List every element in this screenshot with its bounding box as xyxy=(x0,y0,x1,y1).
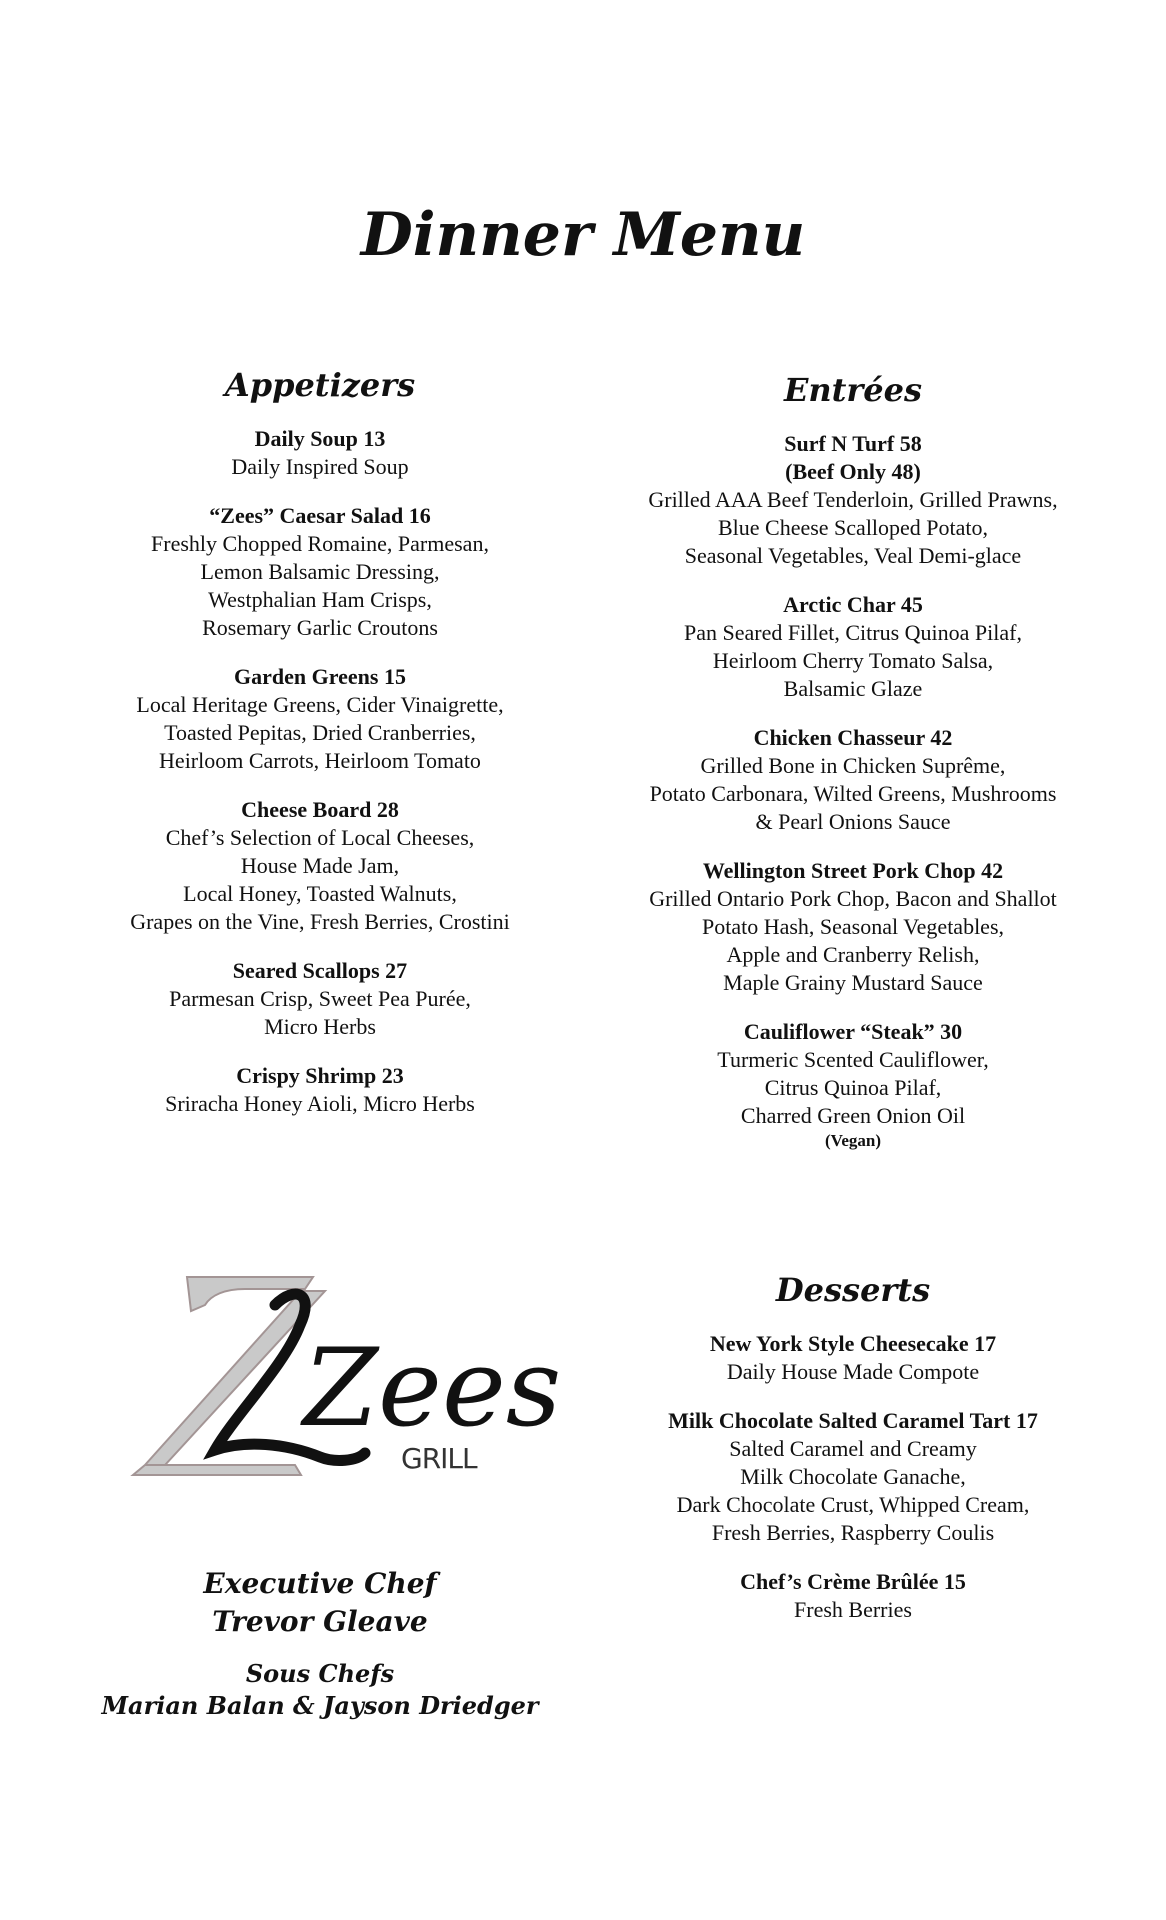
item-description-line: Freshly Chopped Romaine, Parmesan, xyxy=(151,531,489,556)
menu-item xyxy=(600,1568,1106,1624)
item-description-line: Heirloom Carrots, Heirloom Tomato xyxy=(159,748,481,773)
item-description-line: Milk Chocolate Ganache, xyxy=(740,1464,966,1489)
item-name: Daily Soup 13 xyxy=(254,426,386,451)
item-description-line: Grilled AAA Beef Tenderloin, Grilled Prawns, xyxy=(648,487,1058,512)
sous-chefs-names: Marian Balan & Jayson Driedger xyxy=(101,1691,539,1720)
item-description-line: Dark Chocolate Crust, Whipped Cream, xyxy=(676,1492,1030,1517)
desserts-list xyxy=(600,1330,1106,1624)
executive-chef-block xyxy=(60,1565,580,1641)
item-name: Garden Greens 15 xyxy=(234,664,406,689)
item-description-line: Balsamic Glaze xyxy=(783,676,923,701)
item-description-line: Daily House Made Compote xyxy=(726,1359,980,1384)
item-description-line: Apple and Cranberry Relish, xyxy=(726,942,980,967)
item-name: Wellington Street Pork Chop 42 xyxy=(702,858,1004,883)
item-note: (Vegan) xyxy=(824,1131,882,1150)
item-name: Crispy Shrimp 23 xyxy=(236,1063,404,1088)
item-description-line: Pan Seared Fillet, Citrus Quinoa Pilaf, xyxy=(684,620,1022,645)
item-name: Arctic Char 45 xyxy=(783,592,923,617)
menu-item xyxy=(600,1407,1106,1547)
menu-item xyxy=(600,724,1106,836)
item-name: Seared Scallops 27 xyxy=(232,958,408,983)
menu-item xyxy=(60,663,580,775)
item-description-line: Westphalian Ham Crisps, xyxy=(208,587,432,612)
item-description-line: Heirloom Cherry Tomato Salsa, xyxy=(712,648,994,673)
item-description-line: Local Heritage Greens, Cider Vinaigrette, xyxy=(136,692,504,717)
item-name: Chef’s Crème Brûlée 15 xyxy=(740,1569,966,1594)
item-description-line: Chef’s Selection of Local Cheeses, xyxy=(165,825,475,850)
page-title: Dinner Menu xyxy=(360,200,806,270)
item-name-secondary: (Beef Only 48) xyxy=(785,459,921,484)
item-description-line: Parmesan Crisp, Sweet Pea Purée, xyxy=(169,986,471,1011)
item-description-line: Charred Green Onion Oil xyxy=(740,1103,966,1128)
item-description-line: Fresh Berries xyxy=(794,1597,912,1622)
desserts-heading: Desserts xyxy=(775,1271,931,1309)
executive-chef-title: Executive Chef xyxy=(203,1567,437,1600)
item-description-line: Rosemary Garlic Croutons xyxy=(202,615,438,640)
entrees-list xyxy=(600,430,1106,1152)
item-description-line: House Made Jam, xyxy=(240,853,400,878)
appetizers-section xyxy=(60,365,580,1139)
item-description-line: Daily Inspired Soup xyxy=(231,454,409,479)
logo-sub: GRILL xyxy=(401,1442,477,1475)
menu-item xyxy=(600,857,1106,997)
desserts-section xyxy=(600,1270,1106,1645)
item-description-line: Potato Hash, Seasonal Vegetables, xyxy=(701,914,1005,939)
item-description-line: Lemon Balsamic Dressing, xyxy=(200,559,440,584)
item-description-line: Fresh Berries, Raspberry Coulis xyxy=(711,1520,995,1545)
item-description-line: Local Honey, Toasted Walnuts, xyxy=(183,881,457,906)
item-name: Cheese Board 28 xyxy=(241,797,399,822)
item-description-line: & Pearl Onions Sauce xyxy=(755,809,951,834)
menu-item xyxy=(60,502,580,642)
item-name: Milk Chocolate Salted Caramel Tart 17 xyxy=(668,1408,1038,1433)
menu-item xyxy=(600,591,1106,703)
item-description-line: Potato Carbonara, Wilted Greens, Mushrooms xyxy=(649,781,1057,806)
item-name: Chicken Chasseur 42 xyxy=(753,725,953,750)
menu-item xyxy=(60,796,580,936)
item-name: Surf N Turf 58 xyxy=(784,431,922,456)
menu-item xyxy=(600,430,1106,570)
item-name: New York Style Cheesecake 17 xyxy=(709,1331,997,1356)
zees-grill-logo xyxy=(125,1265,562,1495)
entrees-section xyxy=(600,370,1106,1173)
appetizers-heading: Appetizers xyxy=(224,366,416,404)
executive-chef-name: Trevor Gleave xyxy=(212,1605,428,1638)
item-description-line: Turmeric Scented Cauliflower, xyxy=(717,1047,989,1072)
item-description-line: Micro Herbs xyxy=(264,1014,376,1039)
item-description-line: Blue Cheese Scalloped Potato, xyxy=(717,515,989,540)
menu-item xyxy=(60,957,580,1041)
menu-item xyxy=(60,425,580,481)
item-description-line: Citrus Quinoa Pilaf, xyxy=(764,1075,942,1100)
sous-chefs-title: Sous Chefs xyxy=(245,1659,395,1688)
item-description-line: Salted Caramel and Creamy xyxy=(729,1436,977,1461)
item-description-line: Toasted Pepitas, Dried Cranberries, xyxy=(164,720,476,745)
appetizers-list xyxy=(60,425,580,1118)
menu-item xyxy=(60,1062,580,1118)
item-description-line: Maple Grainy Mustard Sauce xyxy=(723,970,983,995)
item-description-line: Grilled Bone in Chicken Suprême, xyxy=(700,753,1006,778)
logo-word: Zees xyxy=(303,1326,562,1451)
menu-item xyxy=(600,1330,1106,1386)
item-description-line: Grapes on the Vine, Fresh Berries, Crostini xyxy=(130,909,510,934)
entrees-heading: Entrées xyxy=(783,371,923,409)
sous-chefs-block xyxy=(60,1658,580,1722)
item-description-line: Seasonal Vegetables, Veal Demi-glace xyxy=(684,543,1022,568)
item-description-line: Sriracha Honey Aioli, Micro Herbs xyxy=(165,1091,475,1116)
menu-item xyxy=(600,1018,1106,1152)
item-name: “Zees” Caesar Salad 16 xyxy=(209,503,431,528)
item-name: Cauliflower “Steak” 30 xyxy=(743,1019,963,1044)
item-description-line: Grilled Ontario Pork Chop, Bacon and Shallot xyxy=(649,886,1057,911)
